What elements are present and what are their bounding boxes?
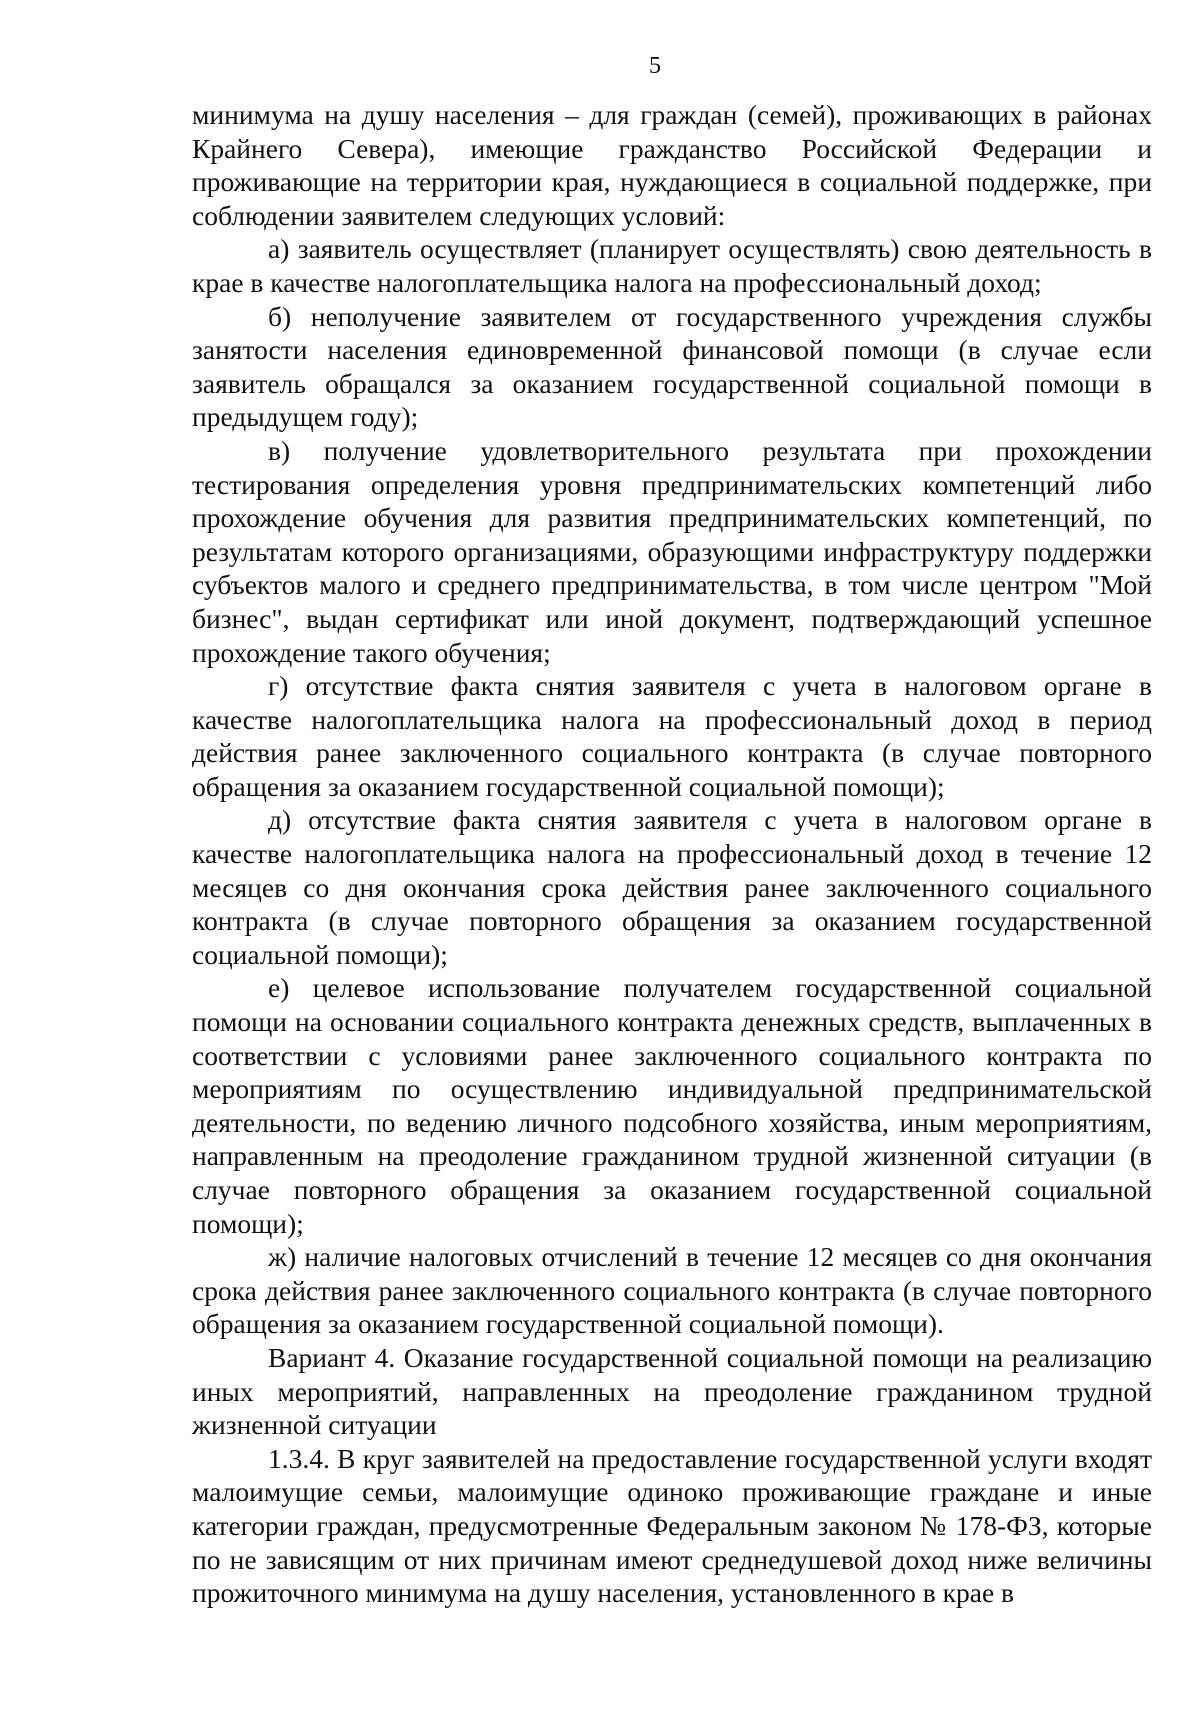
paragraph-condition-v: в) получение удовлетворительного результата при прохождении тестирования определения уровня предпринимательских компетенций либо прохождение обучения для развития предпринимательских компетенций, по результатам которого организациями, образующими инфраструктуру поддержки субъектов малого и среднего предпринимательства, в том числе центром "Мой бизнес", выдан сертификат или иной документ, подтверждающий успешное прохождение такого обучения; [192,434,1152,668]
document-body [192,98,1152,1610]
paragraph-section-1-3-4: 1.3.4. В круг заявителей на предоставление государственной услуги входят малоимущие семьи, малоимущие одиноко проживающие граждане и иные категории граждан, предусмотренные Федеральным законом № 178-ФЗ, которые по не зависящим от них причинам имеют среднедушевой доход ниже величины прожиточного минимума на душу населения, установленного в крае в [192,1442,1152,1609]
page-number: 5 [649,53,661,79]
paragraph-variant-4: Вариант 4. Оказание государственной социальной помощи на реализацию иных мероприятий, направленных на преодоление гражданином трудной жизненной ситуации [192,1341,1152,1441]
paragraph-condition-g: г) отсутствие факта снятия заявителя с учета в налоговом органе в качестве налогоплательщика налога на профессиональный доход в период действия ранее заключенного социального контракта (в случае повторного обращения за оказанием государственной социальной помощи); [192,670,1152,802]
paragraph-continuation: минимума на душу населения – для граждан (семей), проживающих в районах Крайнего Севера), имеющие гражданство Российской Федерации и проживающие на территории края, нуждающиеся в социальной поддержке, при соблюдении заявителем следующих условий: [192,99,1152,231]
paragraph-condition-e: е) целевое использование получателем государственной социальной помощи на основании социального контракта денежных средств, выплаченных в соответствии с условиями ранее заключенного социального контракта по мероприятиям по осуществлению индивидуальной предпринимательской деятельности, по ведению личного подсобного хозяйства, иным мероприятиям, направленным на преодоление гражданином трудной жизненной ситуации (в случае повторного обращения за оказанием государственной социальной помощи); [192,972,1152,1239]
paragraph-condition-zh: ж) наличие налоговых отчислений в течение 12 месяцев со дня окончания срока действия ранее заключенного социального контракта (в случае повторного обращения за оказанием государственной социальной помощи). [192,1241,1152,1340]
paragraph-condition-d: д) отсутствие факта снятия заявителя с учета в налоговом органе в качестве налогоплательщика налога на профессиональный доход в течение 12 месяцев со дня окончания срока действия ранее заключенного социального контракта (в случае повторного обращения за оказанием государственной социальной помощи); [192,804,1152,970]
paragraph-condition-b: б) неполучение заявителем от государственного учреждения службы занятости населения единовременной финансовой помощи (в случае если заявитель обращался за оказанием государственной социальной помощи в предыдущем году); [192,300,1152,433]
paragraph-condition-a: а) заявитель осуществляет (планирует осуществлять) свою деятельность в крае в качестве налогоплательщика налога на профессиональный доход; [192,233,1152,298]
